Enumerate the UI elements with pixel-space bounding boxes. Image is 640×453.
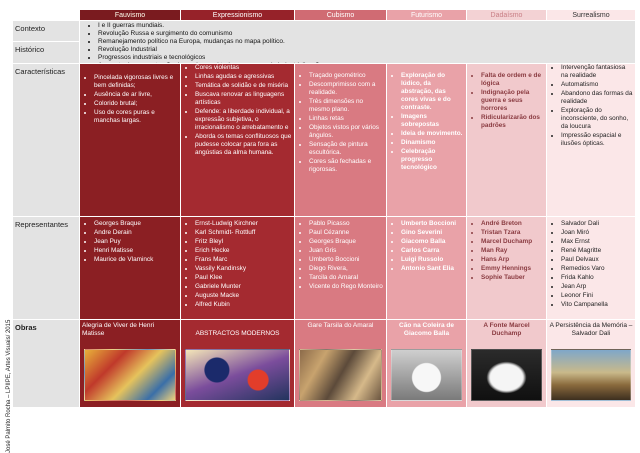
list-item: • Buscava renovar as linguagens artísticas — [195, 91, 292, 107]
list-item: • Linhas agudas e agressivas — [195, 73, 292, 81]
caracteristicas-surrealismo — [547, 64, 636, 217]
list-item: • Uso de cores puras e manchas largas. — [94, 109, 178, 125]
list-item: • Vassily Kandinsky — [195, 265, 292, 273]
contexto-historico-cell — [80, 21, 636, 64]
list-item: • Giacomo Balla — [401, 238, 464, 246]
header-expressionismo: Expressionismo — [181, 10, 295, 21]
painting-image — [471, 349, 542, 401]
list-item: • Colorido brutal; — [94, 100, 178, 108]
list-item: • Gino Severini — [401, 229, 464, 237]
list-item: • Remanejamento político na Europa, mudanças no mapa político. — [98, 38, 631, 46]
list-item: • Juan Gris — [309, 247, 384, 255]
list-item: • Jean Puy — [94, 238, 178, 246]
list-item: • Automatismo — [561, 81, 633, 89]
painting-image — [551, 349, 631, 401]
representantes-surrealismo — [547, 217, 636, 320]
list-item: • Ernst-Ludwig Kirchner — [195, 220, 292, 228]
list-item: • I e II guerras mundiais. — [98, 22, 631, 30]
caracteristicas-futurismo — [387, 64, 467, 217]
list-item: • Objetos vistos por vários ângulos. — [309, 124, 384, 140]
list-item: • Max Ernst — [561, 238, 633, 246]
list-item: • Andre Derain — [94, 229, 178, 237]
list-item: • Defende: a liberdade individual, a expressão subjetiva, o irracionalismo o arrebatamento e — [195, 108, 292, 132]
representantes-fauvismo — [80, 217, 181, 320]
list-item: • Alfred Kubin — [195, 301, 292, 309]
list-item: • Remedios Varo — [561, 265, 633, 273]
list-item: • Diego Rivera, — [309, 265, 384, 273]
list-item: • Exploração do lúdico, da abstração, das cores vivas e do contraste. — [401, 72, 464, 112]
header-dadaismo: Dadaísmo — [467, 10, 547, 21]
list-item: • Marcel Duchamp — [481, 238, 544, 246]
list-item: • Georges Braque — [94, 220, 178, 228]
list-item: • Frans Marc — [195, 256, 292, 264]
list-item: • Maurice de Vlaminck — [94, 256, 178, 264]
list-item: • René Magritte — [561, 247, 633, 255]
list-item: • Intervenção fantasiosa na realidade — [561, 64, 633, 80]
list-item: • Ausência de ar livre, — [94, 91, 178, 99]
list-item: • Carlos Carra — [401, 247, 464, 255]
list-item: • Sensação de pintura escultórica. — [309, 141, 384, 157]
list-item: • Salvador Dali — [561, 220, 633, 228]
caracteristicas-expressionismo — [181, 64, 295, 217]
list-item: • Dinamismo — [401, 139, 464, 147]
list-item: • Henri Matisse — [94, 247, 178, 255]
list-item: • Sophie Tauber — [481, 274, 544, 282]
list-item: • Linhas retas — [309, 115, 384, 123]
obra-title: ABSTRACTOS MODERNOS — [195, 330, 280, 337]
list-item: • Indignação pela guerra e seus horrores — [481, 89, 544, 113]
list-item: • Leonor Fini — [561, 292, 633, 300]
obra-fauvismo — [80, 320, 181, 408]
list-item: • Cores violentas — [195, 64, 292, 72]
row-label-caracteristicas: Características — [13, 64, 80, 217]
list-item: • Paul Klee — [195, 274, 292, 282]
list-item: • Pablo Picasso — [309, 220, 384, 228]
list-item: • Celebração progresso tecnológico — [401, 148, 464, 172]
list-item: • Três dimensões no mesmo plano. — [309, 98, 384, 114]
painting-image — [185, 349, 290, 401]
list-item: • Abandono das formas da realidade — [561, 90, 633, 106]
list-item: • Pincelada vigorosas livres e bem definidas; — [94, 74, 178, 90]
obra-title: Gare Tarsila do Amaral — [307, 322, 374, 329]
representantes-cubismo — [295, 217, 387, 320]
list-item: • Umberto Boccioni — [309, 256, 384, 264]
representantes-futurismo — [387, 217, 467, 320]
row-label-contexto: Contexto — [13, 21, 80, 42]
obra-futurismo — [387, 320, 467, 408]
list-item: • André Breton — [481, 220, 544, 228]
list-item: • Paul Cézanne — [309, 229, 384, 237]
list-item: • Hans Arp — [481, 256, 544, 264]
list-item: • Traçado geométrico — [309, 72, 384, 80]
obra-cubismo — [295, 320, 387, 408]
row-label-historico: Histórico — [13, 42, 80, 64]
painting-image — [299, 349, 382, 401]
caracteristicas-fauvismo — [80, 64, 181, 217]
list-item: • Frida Kahlo — [561, 274, 633, 282]
header-blank — [13, 10, 80, 21]
list-item: • Ridicularizarão dos padrões — [481, 114, 544, 130]
author-credit-text: José Palmito Rocha – LPIIPE, Artes Visuais/ 2015 — [6, 319, 12, 453]
row-label-representantes: Representantes — [13, 217, 80, 320]
caracteristicas-cubismo — [295, 64, 387, 217]
list-item: • Gabriele Munter — [195, 283, 292, 291]
list-item: • Vito Campanella — [561, 301, 633, 309]
list-item: • Cores são fechadas e rigorosas. — [309, 158, 384, 174]
list-item: • Temática de solidão e de miséria — [195, 82, 292, 90]
obra-title: A Persistência da Memória – Salvador Dali — [549, 322, 633, 337]
list-item: • Auguste Macke — [195, 292, 292, 300]
list-item: • Joan Miró — [561, 229, 633, 237]
list-item: • Exploração do inconsciente, do sonho, da loucura — [561, 107, 633, 131]
painting-image — [84, 349, 176, 401]
author-credit — [0, 0, 13, 453]
obra-title: A Fonte Marcel Duchamp — [483, 322, 530, 337]
obra-title: Alegria de Viver de Henri Matisse — [82, 322, 155, 337]
list-item: • Falta de ordem e de lógica — [481, 72, 544, 88]
list-item: • Imagens sobrepostas — [401, 113, 464, 129]
painting-image — [391, 349, 462, 401]
list-item: • Umberto Boccioni — [401, 220, 464, 228]
header-surrealismo: Surrealismo — [547, 10, 636, 21]
representantes-expressionismo — [181, 217, 295, 320]
list-item: • Erich Hecke — [195, 247, 292, 255]
list-item: • Tristan Tzara — [481, 229, 544, 237]
list-item: • Impressão espacial e ilusões ópticas. — [561, 132, 633, 148]
caracteristicas-dadaismo — [467, 64, 547, 217]
list-item: • Aborda os temas conflituosos que pudesse colocar para fora as angústias da alma humana. — [195, 133, 292, 157]
list-item: • Man Ray — [481, 247, 544, 255]
list-item: • Karl Schmidt- Rottluff — [195, 229, 292, 237]
list-item: • Fritz Bleyl — [195, 238, 292, 246]
list-item: • Jean Arp — [561, 283, 633, 291]
representantes-dadaismo — [467, 217, 547, 320]
list-item: • Antonio Sant Elia — [401, 265, 464, 273]
list-item: • Descomprimisso com a realidade. — [309, 81, 384, 97]
list-item: • Progressos industriais e tecnológicos — [98, 54, 631, 62]
art-movements-table — [13, 10, 636, 408]
list-item: • Tarcila do Amaral — [309, 274, 384, 282]
contexto-list — [84, 22, 631, 64]
row-label-obras: Obras — [13, 320, 80, 408]
list-item: • Ideia de movimento. — [401, 130, 464, 138]
header-futurismo: Futurismo — [387, 10, 467, 21]
obra-title: Cão na Coleira de Giacomo Balla — [399, 322, 454, 337]
list-item: • Vicente do Rego Monteiro — [309, 283, 384, 291]
list-item: • Georges Braque — [309, 238, 384, 246]
header-cubismo: Cubismo — [295, 10, 387, 21]
obra-dadaismo — [467, 320, 547, 408]
list-item: • Revolução Russa e surgimento do comunismo — [98, 30, 631, 38]
header-fauvismo: Fauvismo — [80, 10, 181, 21]
list-item: • Luigi Russolo — [401, 256, 464, 264]
list-item: • Revolução Industrial — [98, 46, 631, 54]
obra-surrealismo — [547, 320, 636, 408]
list-item: • Emmy Hennings — [481, 265, 544, 273]
obra-expressionismo — [181, 320, 295, 408]
list-item: • Paul Delvaux — [561, 256, 633, 264]
